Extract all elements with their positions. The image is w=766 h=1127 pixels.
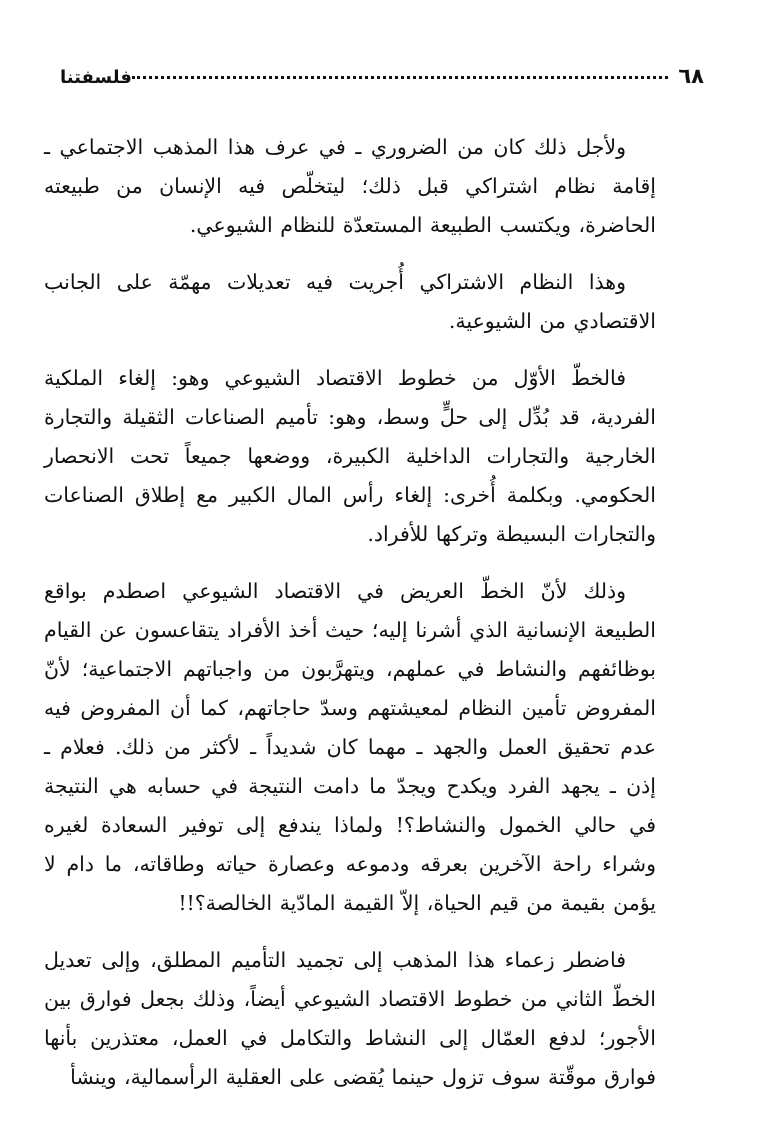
body-text [44, 128, 656, 1097]
paragraph-5: فاضطر زعماء هذا المذهب إلى تجميد التأميم المطلق، وإلى تعديل الخطّ الثاني من خطوط الاقتصاد الشيوعي أيضاً، وذلك بجعل فوارق بين الأجور؛ لدفع العمّال إلى النشاط والتكامل في العمل، معتذرين بأنها فوارق موقّتة سوف تزول حينما يُقضى على العقلية الرأسمالية، وينشأ [44, 948, 656, 1089]
header-leader-dots [132, 64, 669, 79]
book-title: فلسفتنا [60, 67, 132, 88]
running-header [52, 64, 704, 100]
paragraph-4: وذلك لأنّ الخطّ العريض في الاقتصاد الشيوعي اصطدم بواقع الطبيعة الإنسانية الذي أشرنا إليه؛ حيث أخذ الأفراد يتقاعسون عن القيام بوظائفهم والنشاط في عملهم، ويتهرَّبون من واجباتهم الاجتماعية؛ لأنّ المفروض تأمين النظام لمعيشتهم وسدّ حاجاتهم، كما أن المفروض فيه عدم تحقيق العمل والجهد ـ مهما كان شديداً ـ لأكثر من ذلك. فعلام ـ إذن ـ يجهد الفرد ويكدح ويجدّ ما دامت النتيجة في حسابه هي النتيجة في حالي الخمول والنشاط؟! ولماذا يندفع إلى توفير السعادة لغيره وشراء راحة الآخرين بعرقه ودموعه وعصارة حياته وطاقاته، ما دام لا يؤمن بقيمة من قيم الحياة، إلاّ القيمة المادّية الخالصة؟!! [44, 579, 656, 915]
paragraph-2: وهذا النظام الاشتراكي أُجريت فيه تعديلات مهمّة على الجانب الاقتصادي من الشيوعية. [44, 270, 656, 333]
paragraph-3: فالخطّ الأوّل من خطوط الاقتصاد الشيوعي وهو: إلغاء الملكية الفردية، قد بُدِّل إلى حلٍّ وسط، وهو: تأميم الصناعات الثقيلة والتجارة الخارجية والتجارات الداخلية الكبيرة، ووضعها جميعاً تحت الانحصار الحكومي. وبكلمة أُخرى: إلغاء رأس المال الكبير مع إطلاق الصناعات والتجارات البسيطة وتركها للأفراد. [44, 366, 656, 546]
paragraph-1: ولأجل ذلك كان من الضروري ـ في عرف هذا المذهب الاجتماعي ـ إقامة نظام اشتراكي قبل ذلك؛ ليتخلّص فيه الإنسان من طبيعته الحاضرة، ويكتسب الطبيعة المستعدّة للنظام الشيوعي. [44, 135, 656, 237]
page-number: ٦٨ [678, 64, 704, 88]
